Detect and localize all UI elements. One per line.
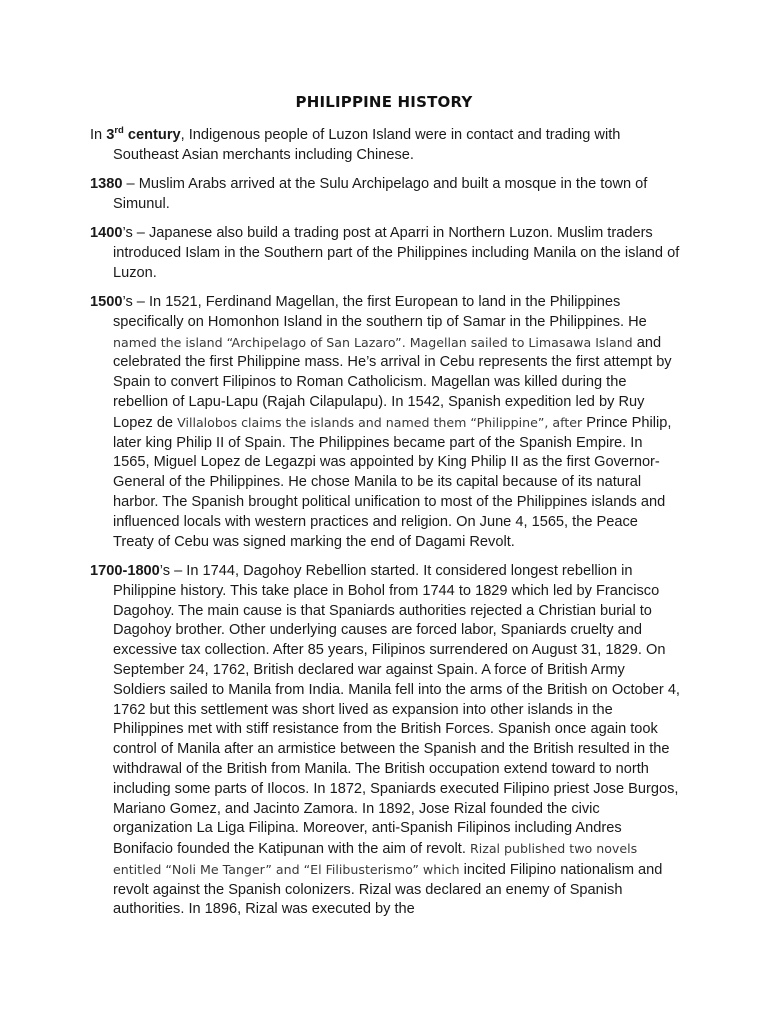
entry-text-alt-font: Villalobos claims the islands and named them “Philippine”, after (177, 414, 583, 430)
entry-text: ’s – In 1744, Dagohoy Rebellion started. It considered longest rebellion in Philippine history. This take place in Bohol from 1744 to 1829 which led by Francisco Dagohoy. The main cause is that Spaniards authorities rejected a Christian burial to Dagohoy brother. Other underlying causes are forced labor, Spaniards cruelty and excessive tax collection. After 85 years, Filipinos surrendered on August 31, 1829. On September 24, 1762, British declared war against Spain. A force of British Army Soldiers sailed to Manila from India. Manila fell into the arms of the British on October 4, 1762 but this settlement was short lived as expansion into other islands in the Philippines met with stiff resistance from the British Forces. Spanish once again took control of Manila after an armistice between the Spanish and the British resulted in the withdrawal of the British from Manila. The British occupation extend toward to north including some parts of Ilocos. In 1872, Spaniards executed Filipino priest Jose Burgos, Mariano Gomez, and Jacinto Zamora. In 1892, Jose Rizal founded the civic organization La Liga Filipina. Moreover, anti-Spanish Filipinos including Andres Bonifacio founded the Katipunan with the aim of revolt. (113, 562, 680, 858)
entry-text: ’s – Japanese also build a trading post at Aparri in Northern Luzon. Muslim traders introduced Islam in the Southern part of the Philippines including Manila on the island of Luzon. (113, 225, 680, 281)
entry-label-ordinal: rd (114, 125, 124, 137)
entry-text-alt-font: named the island “Archipelago of San Lazaro”. Magellan sailed to Limasawa Island (113, 334, 633, 350)
entry-text: incited Filipino nationalism and revolt against the Spanish colonizers. Rizal was declared an enemy of Spanish authorities. In 1896, Rizal was executed by the (113, 861, 663, 918)
entry-label-rest: century (123, 127, 181, 143)
entry-1400s (90, 224, 680, 283)
entry-label: 1500 (90, 294, 123, 311)
entry-1380 (90, 175, 680, 215)
entry-label: 1700-1800 (90, 562, 160, 579)
entry-text: , Indigenous people of Luzon Island were in contact and trading with Southeast Asian merchants including Chinese. (113, 127, 621, 163)
entry-text-alt-font: Rizal published two novels entitled “Noli Me Tanger” and “El Filibusterismo” which (113, 841, 638, 877)
entry-label: 1400 (90, 225, 123, 242)
page-title: PHILIPPINE HISTORY (295, 93, 473, 111)
entry-prefix: In (90, 127, 107, 143)
entry-3rd-century (90, 126, 680, 166)
document-body (90, 126, 680, 930)
entry-text: Prince Philip, later king Philip II of Spain. The Philippines became part of the Spanish Empire. In 1565, Miguel Lopez de Legazpi was appointed by King Philip II as the first Governor-General of the Philippines. He chose Manila to be its capital because of its natural harbor. The Spanish brought political unification to most of the Philippines islands and influenced locals with western practices and religion. On June 4, 1565, the Peace Treaty of Cebu was signed marking the end of Dagami Revolt. (113, 414, 672, 550)
entry-1700-1800s (90, 562, 680, 920)
entry-label: 1380 (90, 176, 123, 193)
entry-text: and celebrated the first Philippine mass. He’s arrival in Cebu represents the first attempt by Spain to convert Filipinos to Roman Catholicism. Magellan was killed during the rebellion of Lapu-Lapu (Rajah Cilapulapu). In 1542, Spanish expedition led by Ruy Lopez de (113, 334, 672, 431)
entry-label (106, 127, 180, 143)
entry-label-number: 3 (106, 127, 115, 143)
entry-text: ’s – In 1521, Ferdinand Magellan, the first European to land in the Philippines specifically on Homonhon Island in the southern tip of Samar in the Philippines. He (113, 294, 647, 330)
entry-1500s (90, 293, 680, 552)
entry-text: – Muslim Arabs arrived at the Sulu Archipelago and built a mosque in the town of Simunul. (113, 176, 648, 212)
